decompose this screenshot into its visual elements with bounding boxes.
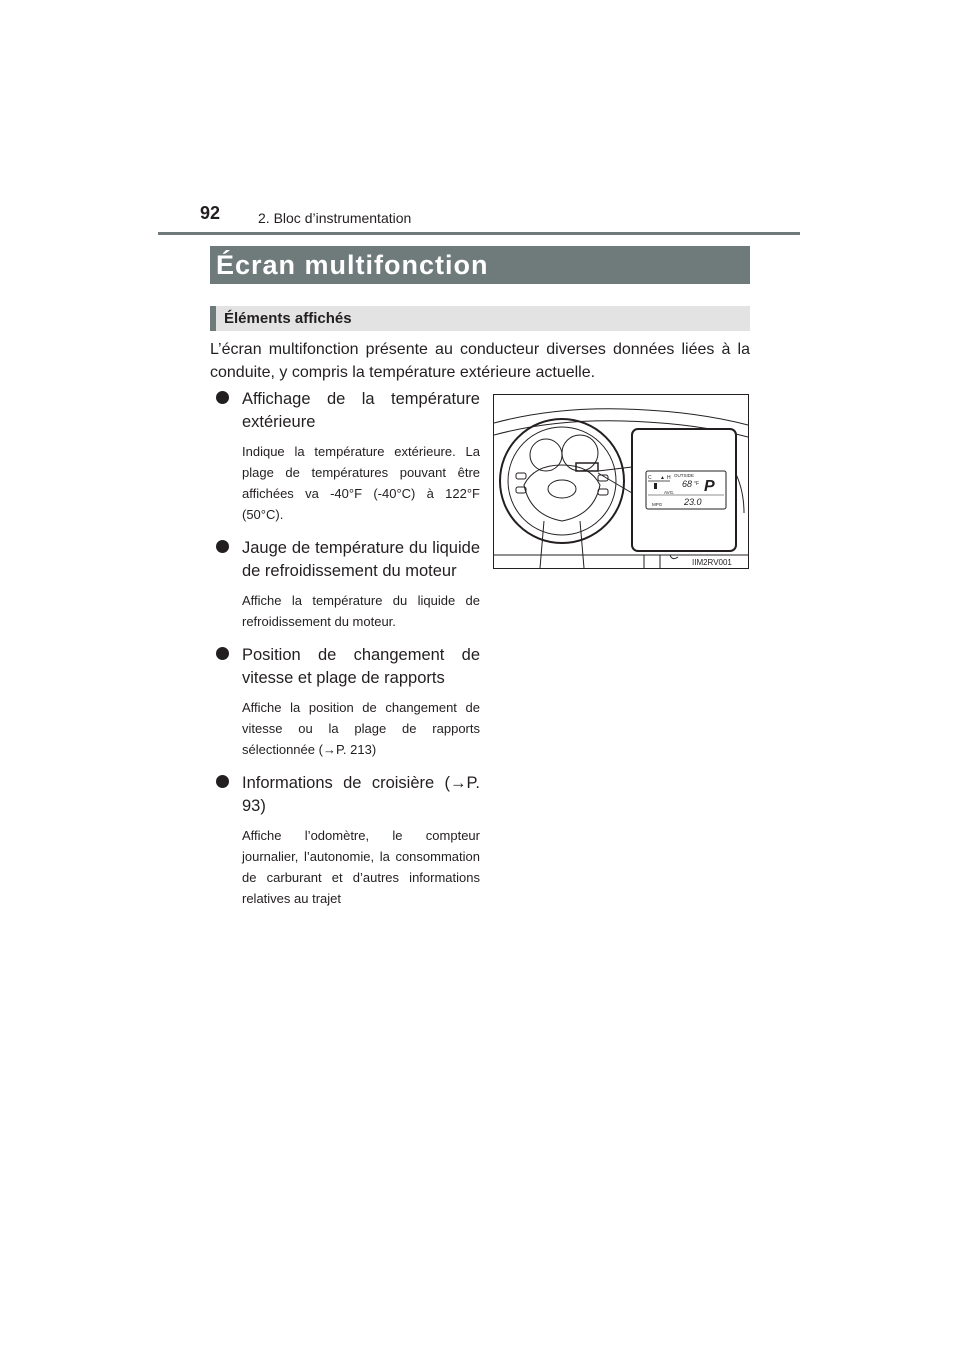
warning-icon: ▲ bbox=[660, 475, 665, 481]
section-label: 2. Bloc d’instrumentation bbox=[258, 210, 412, 226]
list-item bbox=[210, 388, 480, 525]
item-list bbox=[210, 388, 480, 909]
item-description: Affiche l’odomètre, le compteur journalier, l’autonomie, la consommation de carburant et d’autres informations relatives au trajet bbox=[242, 828, 480, 906]
display-outside-label: OUTSIDE bbox=[674, 473, 695, 478]
display-temp-unit: °F bbox=[694, 481, 700, 487]
item-title: Affichage de la température extérieure bbox=[242, 390, 480, 431]
display-mpg-value: 23.0 bbox=[684, 497, 702, 507]
subtitle: Éléments affichés bbox=[224, 310, 352, 327]
list-item bbox=[210, 772, 480, 909]
page-number: 92 bbox=[200, 203, 221, 223]
display-h-label: H bbox=[667, 475, 671, 481]
bullet-icon bbox=[216, 540, 229, 553]
item-description: Affiche la température du liquide de refroidissement du moteur. bbox=[242, 593, 480, 629]
display-gear: P bbox=[704, 478, 715, 495]
display-c-label: C bbox=[648, 475, 652, 481]
bullet-icon bbox=[216, 775, 229, 788]
list-item bbox=[210, 537, 480, 632]
item-title: Informations de croisière (→P. 93) bbox=[242, 774, 480, 815]
header-rule bbox=[158, 232, 800, 235]
item-title: Position de changement de vitesse et plage de rapports bbox=[242, 646, 480, 687]
display-temp-value: 68 bbox=[682, 479, 693, 489]
bullet-icon bbox=[216, 391, 229, 404]
dashboard-drawing bbox=[494, 395, 748, 568]
item-title: Jauge de température du liquide de refroidissement du moteur bbox=[242, 539, 480, 580]
item-description: Affiche la position de changement de vitesse ou la plage de rapports sélectionnée (→P. 213) bbox=[242, 700, 480, 757]
dashboard-illustration bbox=[493, 394, 749, 569]
list-item bbox=[210, 644, 480, 760]
display-mpg-label: MPG bbox=[652, 502, 663, 507]
figure-code: IIM2RV001 bbox=[692, 558, 732, 567]
page-title: Écran multifonction bbox=[216, 250, 489, 280]
item-description: Indique la température extérieure. La plage de températures pouvant être affichées va -40°F (-40°C) à 122°F (50°C). bbox=[242, 444, 480, 522]
bullet-icon bbox=[216, 647, 229, 660]
display-avg-label: AVG. bbox=[664, 490, 675, 495]
intro-paragraph: L’écran multifonction présente au conducteur diverses données liées à la conduite, y compris la température extérieure actuelle. bbox=[210, 341, 750, 381]
